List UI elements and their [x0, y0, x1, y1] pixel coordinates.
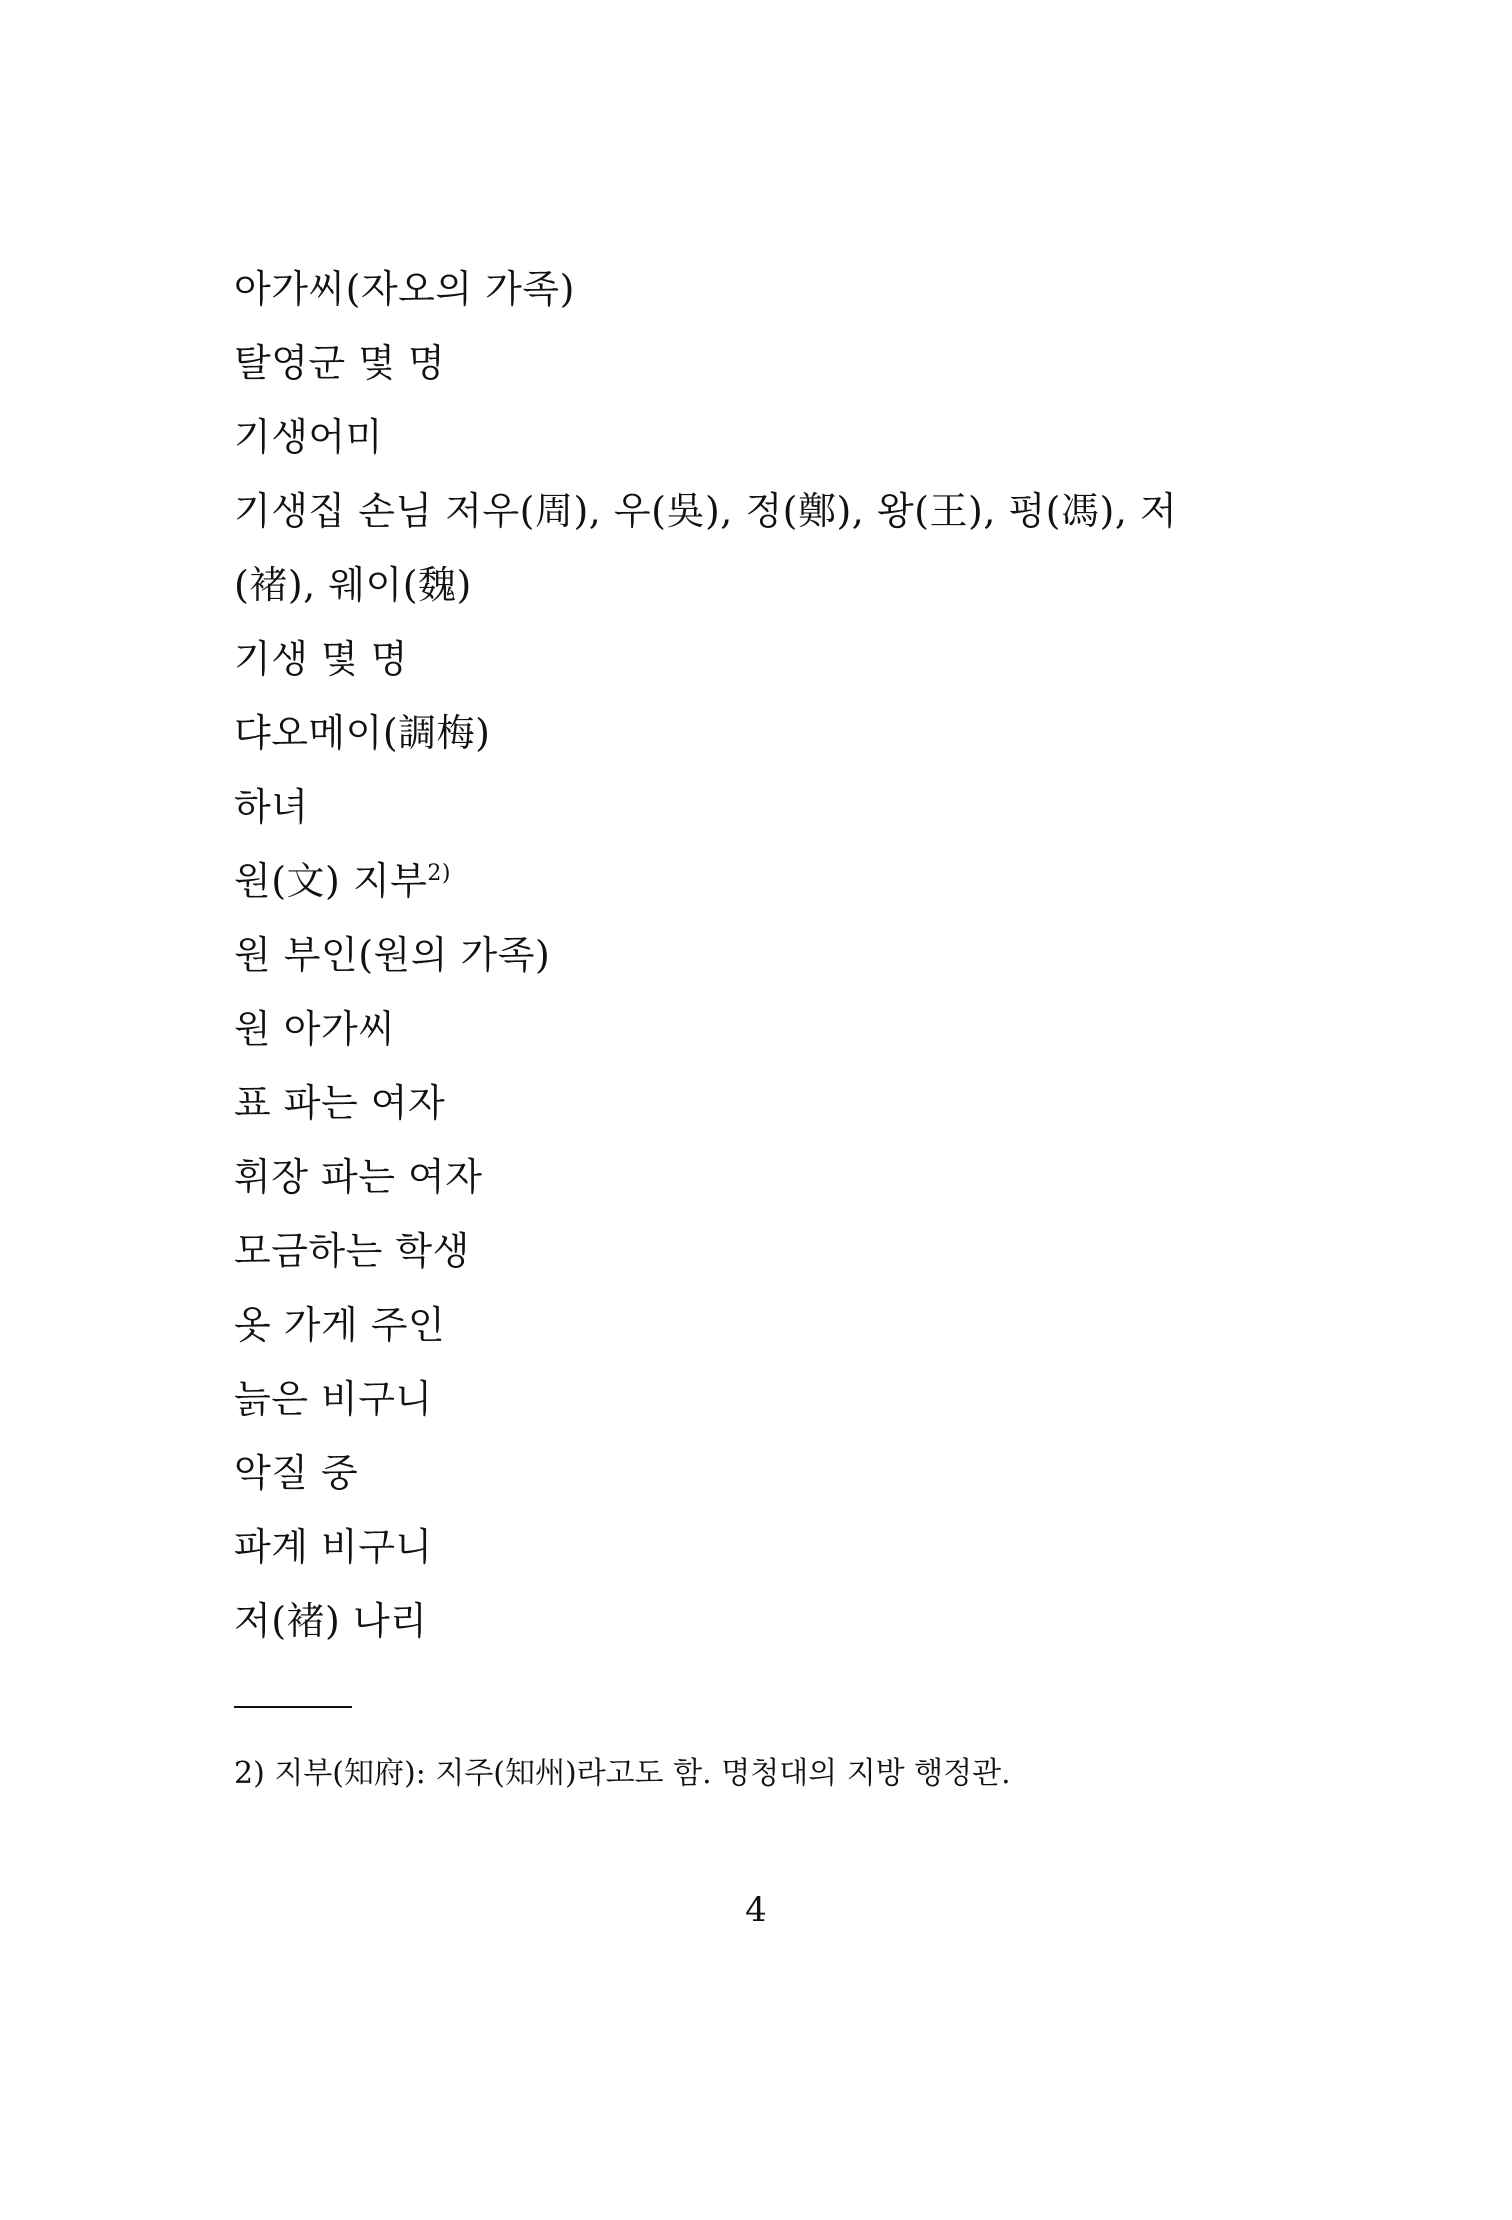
- cast-line: 악질 중: [234, 1451, 359, 1495]
- cast-line: 원 부인(원의 가족): [234, 933, 551, 977]
- footnote: 2) 지부(知府): 지주(知州)라고도 함. 명청대의 지방 행정관.: [234, 1756, 1011, 1791]
- cast-line: 기생집 손님 저우(周), 우(吳), 정(鄭), 왕(王), 펑(馮), 저: [234, 489, 1178, 533]
- cast-line-with-footnote: [234, 844, 1294, 918]
- cast-line: 파계 비구니: [234, 1525, 433, 1569]
- cast-list: [234, 252, 1294, 1658]
- cast-line: 하녀: [234, 785, 309, 829]
- cast-line: 저(褚) 나리: [234, 1599, 428, 1643]
- cast-line: 모금하는 학생: [234, 1229, 470, 1273]
- page-number: 4: [745, 1890, 767, 1930]
- cast-line: 옷 가게 주인: [234, 1303, 446, 1347]
- cast-line: 휘장 파는 여자: [234, 1155, 483, 1199]
- cast-line: 탈영군 몇 명: [234, 341, 446, 385]
- cast-line: 원 아가씨: [234, 1007, 396, 1051]
- cast-line: 표 파는 여자: [234, 1081, 446, 1125]
- footnote-divider: [234, 1706, 352, 1708]
- cast-line: 아가씨(자오의 가족): [234, 267, 575, 311]
- footnote-reference[interactable]: 2): [427, 861, 451, 886]
- cast-line: 댜오메이(調梅): [234, 711, 491, 755]
- cast-line: (褚), 웨이(魏): [234, 563, 472, 607]
- cast-line: 늙은 비구니: [234, 1377, 433, 1421]
- cast-line: 기생 몇 명: [234, 637, 408, 681]
- cast-line: 기생어미: [234, 415, 383, 459]
- cast-line-text: 원(文) 지부: [234, 859, 428, 903]
